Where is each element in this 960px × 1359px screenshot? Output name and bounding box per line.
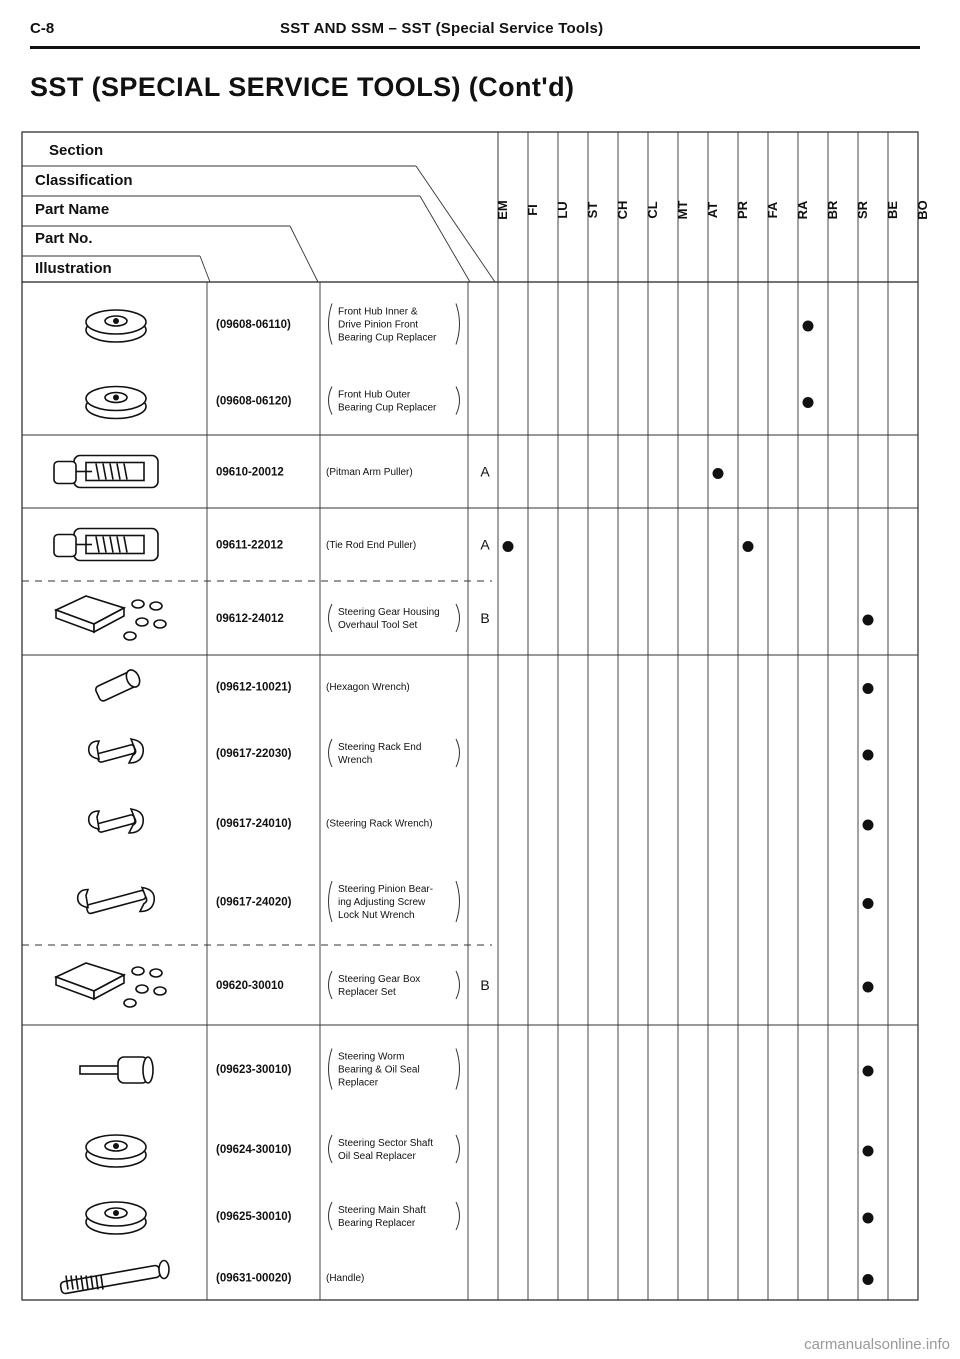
table-row [54,456,724,488]
name-bracket-right [456,604,460,632]
section-label-cl: CL [645,201,660,219]
name-bracket-left [329,1049,333,1090]
page-code: C-8 [30,20,55,37]
name-bracket-left [329,739,333,767]
part-name-line: Front Hub Inner & [338,306,418,318]
part-number: (09625-30010) [216,1211,292,1223]
applicability-dot-pr [743,541,754,552]
name-bracket-right [456,971,460,999]
applicability-dot-ra [803,321,814,332]
section-label-br: BR [825,200,840,220]
section-label-mt: MT [675,200,690,220]
name-bracket-left [329,971,333,999]
page-title: SST (SPECIAL SERVICE TOOLS) (Cont'd) [30,72,575,102]
header-label-part-no: Part No. [35,230,93,247]
name-bracket-right [456,1049,460,1090]
section-label-sr: SR [855,200,870,220]
table-row [86,304,814,345]
bearing-cup-replacer-icon [86,310,146,342]
table-row [86,1202,874,1234]
part-name-line: Steering Worm [338,1051,405,1063]
classification-code: B [480,610,490,626]
part-number: (09617-24010) [216,818,292,830]
table-row [78,881,874,922]
name-bracket-right [456,387,460,415]
header-label-section: Section [49,142,104,159]
lock-nut-wrench-icon [78,888,155,915]
tie-rod-end-puller-icon [54,529,158,561]
part-name-line: Steering Main Shaft [338,1205,426,1216]
applicability-dot-sr [863,898,874,909]
table-header [35,142,133,277]
part-name-line: Bearing Replacer [338,1218,416,1229]
section-label-em: EM [495,200,510,220]
part-number: (09631-00020) [216,1272,292,1285]
header-label-classification: Classification [35,172,133,189]
rack-wrench-icon [89,809,144,833]
part-number: 09620-30010 [216,980,284,992]
table-row [56,596,874,640]
oil-seal-replacer-icon [86,1202,146,1234]
part-name-line: Replacer Set [338,987,396,998]
section-headers [495,200,930,220]
section-label-pr: PR [735,200,750,220]
section-label-ra: RA [795,200,810,220]
part-number: 09610-20012 [216,466,284,479]
name-bracket-right [456,1202,460,1230]
part-name-line: Steering Rack End [338,742,422,753]
name-bracket-left [329,1202,333,1230]
part-number: 09612-24012 [216,613,284,625]
applicability-dot-at [713,468,724,479]
part-name-line: Front Hub Outer [338,389,411,401]
section-label-fi: FI [525,204,540,216]
applicability-dot-sr [863,1274,874,1285]
name-bracket-right [456,1135,460,1163]
part-name-line: (Tie Rod End Puller) [326,540,417,551]
part-number: 09611-22012 [216,539,284,552]
name-bracket-left [329,387,333,415]
part-name-line: Steering Gear Housing [338,607,440,618]
part-number: (09623-30010) [216,1064,292,1076]
part-number: (09608-06120) [216,395,292,408]
bearing-cup-replacer-icon [86,387,146,419]
part-name-line: Lock Nut Wrench [338,910,415,921]
part-name-line: Wrench [338,755,373,766]
name-bracket-left [329,881,333,922]
table-row [56,963,874,1007]
part-name-line: Bearing Cup Replacer [338,332,437,344]
classification-code: A [480,463,490,480]
header-label-part-name: Part Name [35,201,110,218]
part-name-line: (Handle) [326,1273,365,1284]
section-label-st: ST [585,201,600,219]
table-row [54,529,754,561]
part-name-line: Steering Sector Shaft [338,1138,434,1149]
oil-seal-replacer-icon [86,1135,146,1167]
part-number: (09608-06110) [216,319,291,331]
table-row [89,809,874,833]
part-number: (09612-10021) [216,681,292,694]
applicability-dot-sr [863,615,874,626]
applicability-dot-sr [863,820,874,831]
pitman-arm-puller-icon [54,456,158,488]
part-name-line: ing Adjusting Screw [338,897,426,908]
part-name-line: (Hexagon Wrench) [326,682,410,693]
applicability-dot-sr [863,1066,874,1077]
part-name-line: Drive Pinion Front [338,319,419,331]
section-label-be: BE [885,200,900,220]
worm-bearing-replacer-icon [80,1057,153,1083]
applicability-dot-sr [863,750,874,761]
part-number: (09617-22030) [216,748,292,760]
part-name-line: Bearing & Oil Seal [338,1064,420,1076]
table-row [80,1049,874,1090]
applicability-dot-sr [863,1213,874,1224]
part-number: (09617-24020) [216,896,292,909]
applicability-dot-sr [863,982,874,993]
hexagon-wrench-icon [94,668,142,702]
section-label-lu: LU [555,201,570,219]
table-row [89,739,874,767]
table-row [86,1135,874,1167]
classification-code: A [480,536,490,553]
header-label-illustration: Illustration [35,260,112,277]
table-row [94,668,873,702]
name-bracket-right [456,881,460,922]
applicability-dot-sr [863,683,874,694]
rack-end-wrench-icon [89,739,144,763]
section-label-ch: CH [615,200,630,220]
section-label-fa: FA [765,201,780,219]
part-name-line: (Pitman Arm Puller) [326,467,413,478]
part-name-line: Steering Pinion Bear- [338,884,434,895]
handle-icon [60,1261,169,1295]
applicability-dot-ra [803,397,814,408]
table-grid [22,132,918,1300]
part-name-line: Steering Gear Box [338,974,421,985]
table-rows [54,304,874,1295]
running-head: SST AND SSM – SST (Special Service Tools) [280,20,604,37]
section-label-at: AT [705,201,720,219]
tool-set-case-icon [56,596,166,640]
section-label-bo: BO [915,200,930,220]
table-row [60,1261,874,1295]
applicability-dot-em [503,541,514,552]
watermark: carmanualsonline.info [804,1336,950,1353]
part-name-line: Overhaul Tool Set [338,620,418,631]
applicability-dot-sr [863,1146,874,1157]
table-row [86,387,814,419]
part-number: (09624-30010) [216,1144,292,1156]
name-bracket-left [329,1135,333,1163]
name-bracket-left [329,604,333,632]
part-name-line: Oil Seal Replacer [338,1151,416,1162]
part-name-line: (Steering Rack Wrench) [326,818,433,830]
tool-set-case-icon [56,963,166,1007]
part-name-line: Replacer [338,1077,379,1089]
name-bracket-right [456,739,460,767]
classification-code: B [480,977,490,993]
part-name-line: Bearing Cup Replacer [338,402,437,414]
name-bracket-right [456,304,460,345]
name-bracket-left [329,304,333,345]
